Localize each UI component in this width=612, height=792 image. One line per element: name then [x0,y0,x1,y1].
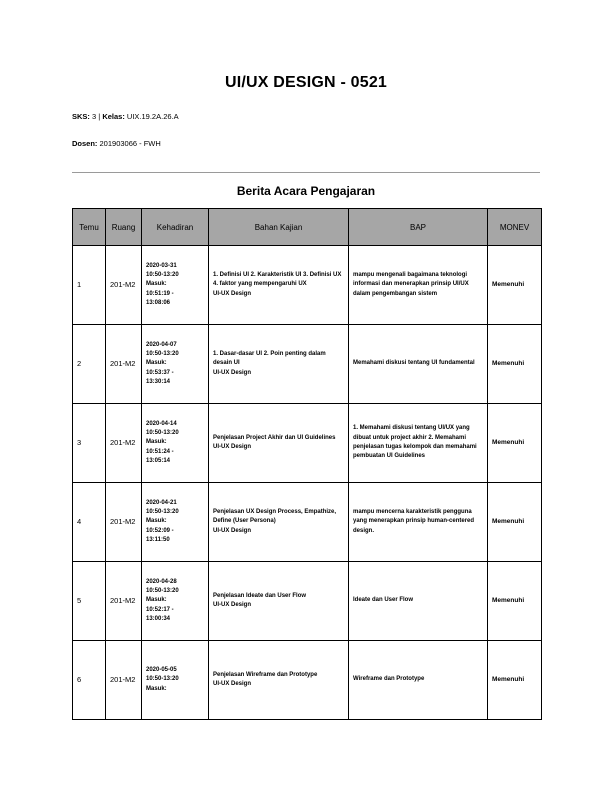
cell-bahan-kajian: 1. Definisi UI 2. Karakteristik UI 3. Definisi UX 4. faktor yang mempengaruhi UX UI-UX Design [209,246,349,325]
cell-bahan-kajian: Penjelasan UX Design Process, Empathize, Define (User Persona) UI-UX Design [209,483,349,562]
cell-monev: Memenuhi [488,562,542,641]
cell-monev: Memenuhi [488,483,542,562]
cell-bahan-kajian: 1. Dasar-dasar UI 2. Poin penting dalam desain UI UI-UX Design [209,325,349,404]
dosen-value: 201903066 - FWH [99,139,161,148]
table-row [73,246,542,325]
cell-ruang: 201-M2 [106,246,142,325]
header-kehadiran: Kehadiran [142,209,209,246]
dosen-label: Dosen: [72,139,98,148]
cell-bahan-kajian: Penjelasan Ideate dan User Flow UI-UX Design [209,562,349,641]
table-header-row [73,209,542,246]
header-monev: MONEV [488,209,542,246]
cell-monev: Memenuhi [488,325,542,404]
lecturer-meta [72,139,161,148]
cell-temu: 5 [73,562,106,641]
header-temu: Temu [73,209,106,246]
header-bap: BAP [349,209,488,246]
cell-monev: Memenuhi [488,246,542,325]
cell-kehadiran: 2020-05-05 10:50-13:20 Masuk: [142,641,209,720]
divider [72,172,540,173]
cell-temu: 1 [73,246,106,325]
cell-temu: 4 [73,483,106,562]
cell-monev: Memenuhi [488,641,542,720]
sks-value: 3 | [92,112,103,121]
cell-kehadiran: 2020-04-28 10:50-13:20 Masuk: 10:52:17 - 13:00:34 [142,562,209,641]
cell-bap: mampu mengenali bagaimana teknologi informasi dan menerapkan prinsip UI/UX dalam pengembangan sistem [349,246,488,325]
cell-ruang: 201-M2 [106,641,142,720]
header-ruang: Ruang [106,209,142,246]
cell-bahan-kajian: Penjelasan Wireframe dan Prototype UI-UX Design [209,641,349,720]
cell-monev: Memenuhi [488,404,542,483]
cell-bap: Wireframe dan Prototype [349,641,488,720]
cell-ruang: 201-M2 [106,404,142,483]
table-row [73,483,542,562]
cell-ruang: 201-M2 [106,483,142,562]
cell-kehadiran: 2020-04-14 10:50-13:20 Masuk: 10:51:24 - 13:05:14 [142,404,209,483]
table-row [73,562,542,641]
table-row [73,641,542,720]
bap-table [72,208,542,720]
sks-label: SKS: [72,112,90,121]
kelas-label: Kelas: [102,112,125,121]
cell-kehadiran: 2020-04-07 10:50-13:20 Masuk: 10:53:37 - 13:30:14 [142,325,209,404]
cell-bahan-kajian: Penjelasan Project Akhir dan UI Guidelines UI-UX Design [209,404,349,483]
cell-ruang: 201-M2 [106,562,142,641]
cell-temu: 6 [73,641,106,720]
section-title: Berita Acara Pengajaran [236,184,376,198]
cell-bap: mampu mencerna karakteristik pengguna yang menerapkan prinsip human-centered design. [349,483,488,562]
table-row [73,404,542,483]
cell-kehadiran: 2020-04-21 10:50-13:20 Masuk: 10:52:09 - 13:11:50 [142,483,209,562]
cell-bap: 1. Memahami diskusi tentang UI/UX yang dibuat untuk project akhir 2. Memahami penjelasan tugas kelompok dan memahami pembuatan UI Guidelines [349,404,488,483]
course-meta [72,112,179,121]
cell-kehadiran: 2020-03-31 10:50-13:20 Masuk: 10:51:19 - 13:08:06 [142,246,209,325]
kelas-value: UIX.19.2A.26.A [126,112,179,121]
cell-temu: 2 [73,325,106,404]
cell-temu: 3 [73,404,106,483]
cell-bap: Ideate dan User Flow [349,562,488,641]
table-row [73,325,542,404]
course-title: UI/UX DESIGN - 0521 [224,74,388,91]
cell-ruang: 201-M2 [106,325,142,404]
header-bahan-kajian: Bahan Kajian [209,209,349,246]
cell-bap: Memahami diskusi tentang UI fundamental [349,325,488,404]
